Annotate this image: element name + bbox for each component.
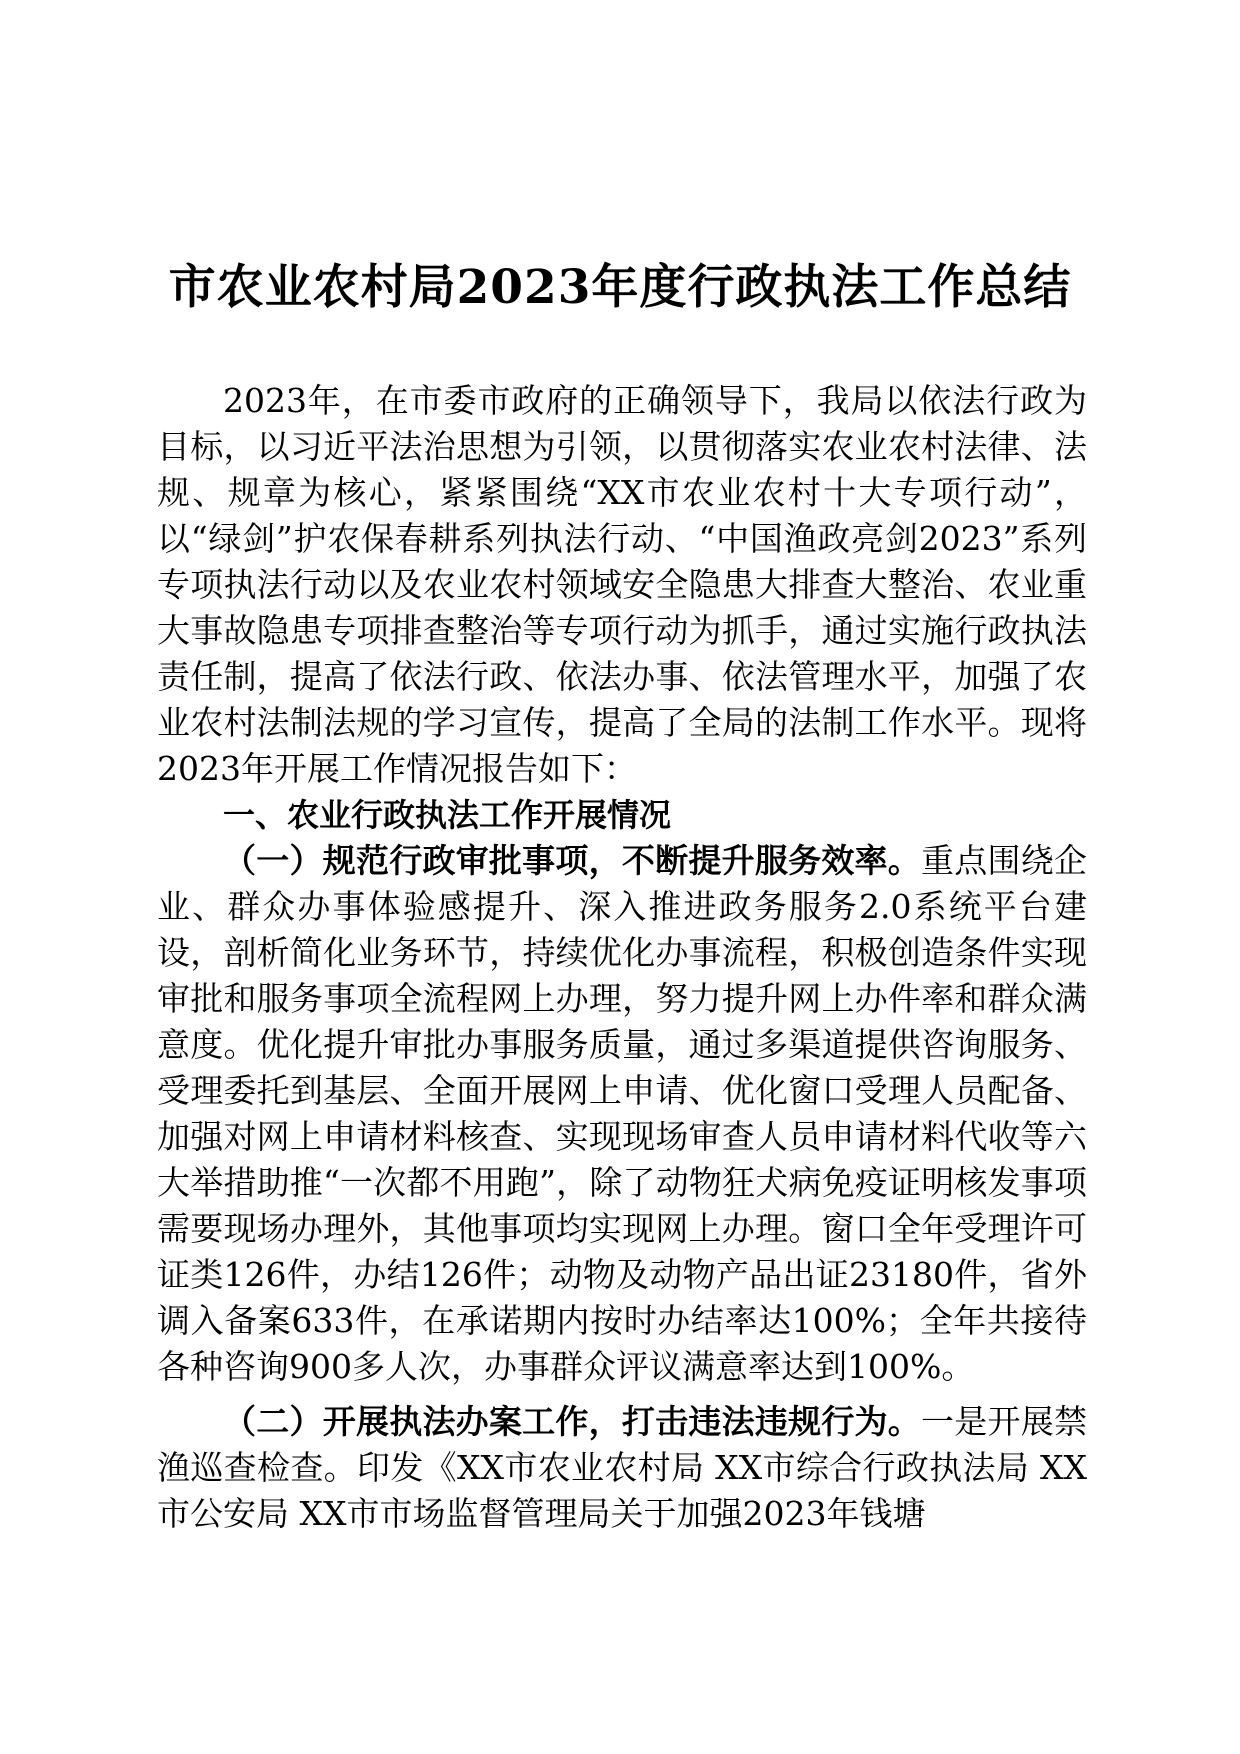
document-title: 市农业农村局2023年度行政执法工作总结 — [168, 260, 1072, 315]
intro-paragraph: 2023年，在市委市政府的正确领导下，我局以依法行政为目标，以习近平法治思想为引领，以贯彻落实农业农村法律、法规、规章为核心，紧紧围绕“XX市农业农村十大专项行动”，以“绿剑”护农保春耕系列执法行动、“中国渔政亮剑2023”系列专项执法行动以及农业农村领域安全隐患大排查大整治、农业重大事故隐患专项排查整治等专项行动为抓手，通过实施行政执法责任制，提高了依法行政、依法办事、依法管理水平，加强了农业农村法制法规的学习宣传，提高了全局的法制工作水平。现将2023年开展工作情况报告如下： — [157, 381, 1087, 788]
section-heading: 一、农业行政执法工作开展情况 — [223, 796, 672, 834]
subsection-1-paragraph — [157, 838, 1087, 1390]
document-body — [157, 378, 1087, 1537]
subsection-2-body: 一是开展禁渔巡查检查。印发《XX市农业农村局 XX市综合行政执法局 XX市公安局 XX市市场监督管理局关于加强2023年钱塘 — [157, 1402, 1088, 1533]
subsection-2-lead: （二）开展执法办案工作，打击违法违规行为。 — [223, 1402, 922, 1441]
subsection-1-lead: （一）规范行政审批事项，不断提升服务效率。 — [223, 841, 922, 880]
subsection-1-body: 重点围绕企业、群众办事体验感提升、深入推进政务服务2.0系统平台建设，剖析简化业务环节，持续优化办事流程，积极创造条件实现审批和服务事项全流程网上办理，努力提升网上办件率和群众满意度。优化提升审批办事服务质量，通过多渠道提供咨询服务、受理委托到基层、全面开展网上申请、优化窗口受理人员配备、加强对网上申请材料核查、实现现场审查人员申请材料代收等六大举措助推“一次都不用跑”，除了动物狂犬病免疫证明核发事项需要现场办理外，其他事项均实现网上办理。窗口全年受理许可证类126件，办结126件；动物及动物产品出证23180件，省外调入备案633件，在承诺期内按时办结率达100%；全年共接待各种咨询900多人次，办事群众评议满意率达到100%。 — [157, 841, 1088, 1386]
subsection-2-paragraph — [157, 1399, 1087, 1537]
